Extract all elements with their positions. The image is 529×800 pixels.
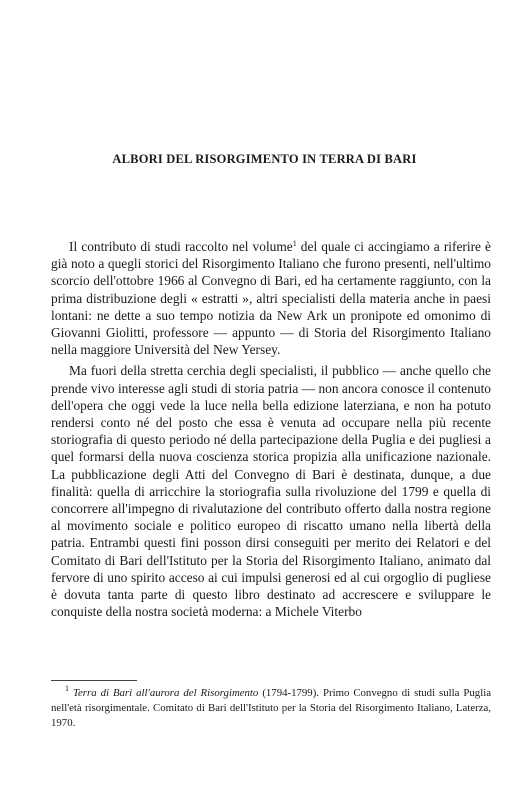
paragraph-1 bbox=[51, 238, 491, 358]
paragraph-1-start: Il contributo di studi raccolto nel volume bbox=[69, 239, 293, 254]
footnote-1 bbox=[51, 686, 491, 731]
paragraph-1-rest: del quale ci accingiamo a riferire è già noto a quegli storici del Risorgimento Italiano che furono presenti, nell'ultimo scorcio dell'ottobre 1966 al Convegno di Bari, ed ha certamente raggiunto, con la prima distribuzione degli « estratti », altri specialisti della materia anche in paesi lontani: ne dette a suo tempo notizia da New Ark un pronipote ed omonimo di Giovanni Giolitti, professore — appunto — di Storia del Risorgimento Italiano nella maggiore Università del New Yersey. bbox=[51, 239, 491, 358]
footnotes bbox=[51, 686, 491, 731]
footnote-book-title: Terra di Bari all'aurora del Risorgimento bbox=[72, 687, 259, 699]
footnote-divider bbox=[51, 680, 137, 681]
footnote-number: 1 bbox=[65, 684, 69, 693]
footnote-reference: 1 bbox=[292, 239, 297, 248]
article-title: ALBORI DEL RISORGIMENTO IN TERRA DI BARI bbox=[112, 152, 417, 166]
paragraph-2: Ma fuori della stretta cerchia degli specialisti, il pubblico — anche quello che prende vivo interesse agli studi di storia patria — non ancora conosce il contenuto dell'opera che oggi vede la luce nella bella edizione laterziana, e non ha potuto rendersi conto né del posto che essa è venuta ad occupare nella più recente storiografia di questo periodo né della partecipazione della Puglia e dei pugliesi a quel formarsi della nuova coscienza storica propizia alla unificazione nazionale. La pubblicazione degli Atti del Convegno di Bari è destinata, dunque, a due finalità: quella di arricchire la storiografia sulla rivoluzione del 1799 e quella di concorrere all'impegno di rivalutazione del contributo offerto dalla nostra regione al movimento sociale e politico europeo di riscatto umano nella libertà della patria. Entrambi questi fini posson dirsi conseguiti per merito dei Relatori e del Comitato di Bari dell'Istituto per la Storia del Risorgimento Italiano, animato dal fervore di uno spirito acceso ai cui impulsi generosi ed al cui orgoglio di pugliese è dovuta tanta parte di questo libro destinato ad accrescere e sviluppare le conquiste della nostra società moderna: a Michele Viterbo bbox=[51, 363, 491, 620]
footnote-text: (1794-1799). Primo Convegno di studi sulla Puglia nell'età risorgimentale. Comitato di Bari dell'Istituto per la Storia del Risorgimento Italiano, Laterza, 1970. bbox=[51, 687, 491, 729]
article-body bbox=[51, 238, 491, 620]
